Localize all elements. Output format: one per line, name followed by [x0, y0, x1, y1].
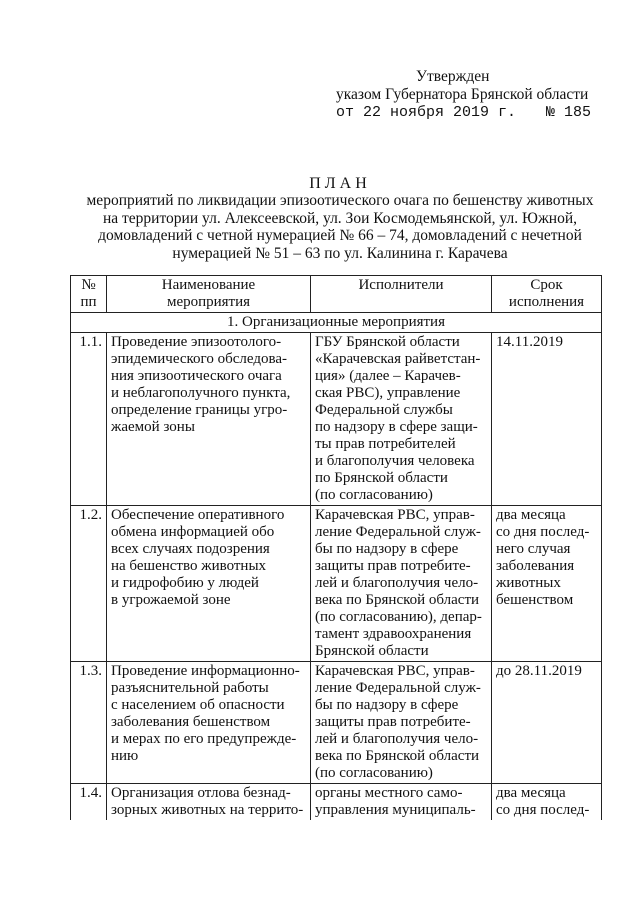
cell-line: Карачевская РВС, управ-: [315, 507, 475, 523]
approval-line-1: Утвержден: [416, 68, 490, 85]
row-executors: [311, 506, 492, 662]
row-term: [492, 333, 602, 506]
cell-line: на бешенство животных: [111, 558, 267, 574]
approval-block: [336, 68, 596, 122]
subtitle-line: нумерацией № 51 – 63 по ул. Калинина г. Карачева: [172, 244, 508, 262]
cell-line: и благополучия человека: [315, 453, 475, 469]
cell-line: со дня послед-: [496, 524, 590, 540]
document-title: ПЛАН: [309, 175, 371, 192]
cell-line: заболевания: [496, 558, 575, 574]
approval-number: № 185: [546, 104, 592, 121]
cell-line: управления муниципаль-: [315, 802, 476, 818]
cell-line: лей и благополучия чело-: [315, 731, 479, 747]
header-executors: Исполнители: [311, 276, 492, 313]
row-number: 1.4.: [71, 784, 107, 821]
cell-line: ГБУ Брянской области: [315, 334, 460, 350]
cell-line: и мерах по его предупрежде-: [111, 731, 297, 747]
subtitle-line: на территории ул. Алексеевской, ул. Зои Космодемьянской, ул. Южной,: [102, 209, 578, 227]
cell-line: ская РВС), управление: [315, 385, 461, 401]
cell-line: Федеральной службы: [315, 402, 453, 418]
cell-line: 14.11.2019: [496, 334, 563, 350]
row-term: [492, 784, 602, 821]
table-row: [71, 784, 602, 821]
table-row: [71, 333, 602, 506]
cell-line: по надзору в сфере защи-: [315, 419, 478, 435]
table-row: [71, 662, 602, 784]
cell-line: (по согласованию): [315, 487, 433, 503]
cell-line: лей и благополучия чело-: [315, 575, 479, 591]
row-number: 1.2.: [71, 506, 107, 662]
row-name: [107, 784, 311, 821]
cell-line: органы местного само-: [315, 785, 463, 801]
cell-line: ция» (далее – Карачев-: [315, 368, 461, 384]
cell-line: века по Брянской области: [315, 748, 480, 764]
cell-line: него случая: [496, 541, 571, 557]
cell-line: по Брянской области: [315, 470, 448, 486]
subtitle-line: мероприятий по ликвидации эпизоотического очага по бешенству животных: [86, 192, 594, 209]
cell-line: заболевания бешенством: [111, 714, 271, 730]
approval-date-line: [336, 104, 596, 122]
cell-line: Организация отлова безнад-: [111, 785, 291, 801]
row-executors: [311, 662, 492, 784]
cell-line: всех случаях подозрения: [111, 541, 270, 557]
cell-line: ление Федеральной служ-: [315, 524, 481, 540]
approval-date: от 22 ноября 2019 г.: [336, 104, 517, 121]
cell-line: защиты прав потребите-: [315, 558, 471, 574]
row-executors: [311, 333, 492, 506]
document-subtitle: [60, 192, 620, 262]
section-row: [71, 313, 602, 333]
cell-line: до 28.11.2019: [496, 663, 582, 679]
cell-line: бы по надзору в сфере: [315, 697, 459, 713]
plan-table: [70, 275, 602, 820]
cell-line: определение границы угро-: [111, 402, 288, 418]
row-number: 1.3.: [71, 662, 107, 784]
cell-line: бешенством: [496, 592, 574, 608]
cell-line: ты прав потребителей: [315, 436, 456, 452]
cell-line: обмена информацией обо: [111, 524, 275, 540]
row-number: 1.1.: [71, 333, 107, 506]
cell-line: тамент здравоохранения: [315, 626, 472, 642]
cell-line: с населением об опасности: [111, 697, 285, 713]
cell-line: (по согласованию), депар-: [315, 609, 482, 625]
cell-line: бы по надзору в сфере: [315, 541, 459, 557]
subtitle-line: домовладений с четной нумерацией № 66 – 74, домовладений с нечетной: [98, 227, 582, 244]
row-name: [107, 662, 311, 784]
cell-line: нию: [111, 748, 139, 764]
cell-line: ния эпизоотического очага: [111, 368, 282, 384]
cell-line: Проведение информационно-: [111, 663, 300, 679]
row-term: [492, 662, 602, 784]
cell-line: Обеспечение оперативного: [111, 507, 285, 523]
cell-line: два месяца: [496, 507, 566, 523]
cell-line: зорных животных на террито-: [111, 802, 304, 818]
cell-line: разъяснительной работы: [111, 680, 269, 696]
cell-line: два месяца: [496, 785, 566, 801]
cell-line: жаемой зоны: [111, 419, 195, 435]
cell-line: века по Брянской области: [315, 592, 480, 608]
cell-line: «Карачевская райветстан-: [315, 351, 481, 367]
cell-line: Карачевская РВС, управ-: [315, 663, 475, 679]
table-row: [71, 506, 602, 662]
cell-line: защиты прав потребите-: [315, 714, 471, 730]
approval-line-2: указом Губернатора Брянской области: [336, 86, 589, 103]
cell-line: и гидрофобию у людей: [111, 575, 259, 591]
row-name: [107, 506, 311, 662]
cell-line: (по согласованию): [315, 765, 433, 781]
row-term: [492, 506, 602, 662]
cell-line: ление Федеральной служ-: [315, 680, 481, 696]
header-term: Срок исполнения: [492, 276, 602, 313]
header-num: № пп: [71, 276, 107, 313]
header-name: Наименование мероприятия: [107, 276, 311, 313]
section-title: 1. Организационные мероприятия: [71, 313, 602, 333]
row-name: [107, 333, 311, 506]
cell-line: в угрожаемой зоне: [111, 592, 231, 608]
cell-line: Проведение эпизоотолого-: [111, 334, 282, 350]
row-executors: [311, 784, 492, 821]
cell-line: животных: [496, 575, 561, 591]
cell-line: эпидемического обследова-: [111, 351, 287, 367]
cell-line: со дня послед-: [496, 802, 590, 818]
table-header-row: [71, 276, 602, 313]
cell-line: и неблагополучного пункта,: [111, 385, 291, 401]
cell-line: Брянской области: [315, 643, 429, 659]
